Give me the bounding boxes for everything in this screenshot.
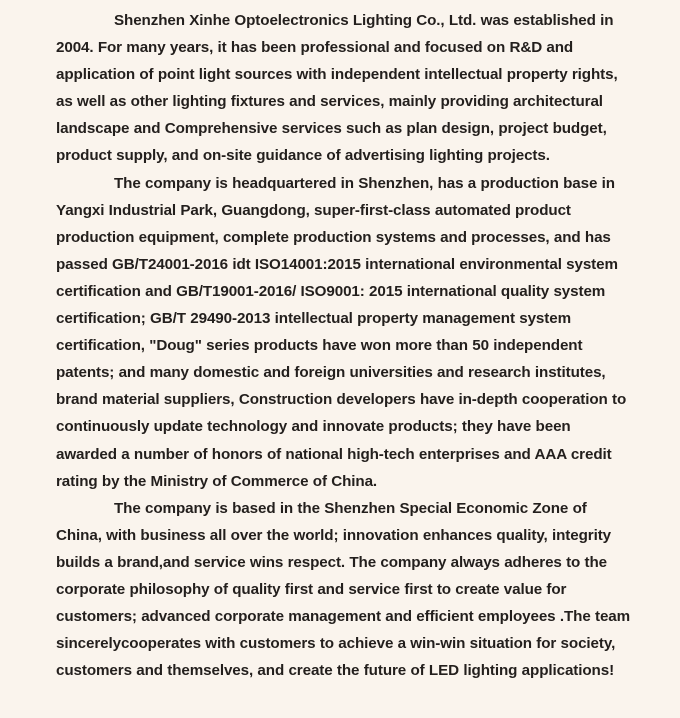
paragraph-company-history: Shenzhen Xinhe Optoelectronics Lighting Co., Ltd. was established in 2004. For many years, it has been professional and focused on R&D and application of point light sources with independent intellectual property rights, as well as other lighting fixtures and services, mainly providing architectural landscape and Comprehensive services such as plan design, project budget, product supply, and on-site guidance of advertising lighting projects. [56,12,618,165]
paragraph-philosophy-and-vision: The company is based in the Shenzhen Special Economic Zone of China, with business all over the world; innovation enhances quality, integrity builds a brand,and service wins respect. The company always adheres to the corporate philosophy of quality first and service first to create value for customers; advanced corporate management and efficient employees .The team sincerelycooperates with customers to achieve a win-win situation for society, customers and themselves, and create the future of LED lighting applications! [56,499,631,680]
document-text-body [56,0,632,684]
paragraph-certifications-and-partnerships: The company is headquartered in Shenzhen, has a production base in Yangxi Industrial Park, Guangdong, super-first-class automated product production equipment, complete production systems and processes, and has passed GB/T24001-2016 idt ISO14001:2015 international environmental system certification and GB/T19001-2016/ ISO9001: 2015 international quality system certification; GB/T 29490-2013 intellectual property management system certification, "Doug" series products have won more than 50 independent patents; and many domestic and foreign universities and research institutes, brand material suppliers, Construction developers have in-depth cooperation to continuously update technology and innovate products; they have been awarded a number of honors of national high-tech enterprises and AAA credit rating by the Ministry of Commerce of China. [56,174,627,490]
